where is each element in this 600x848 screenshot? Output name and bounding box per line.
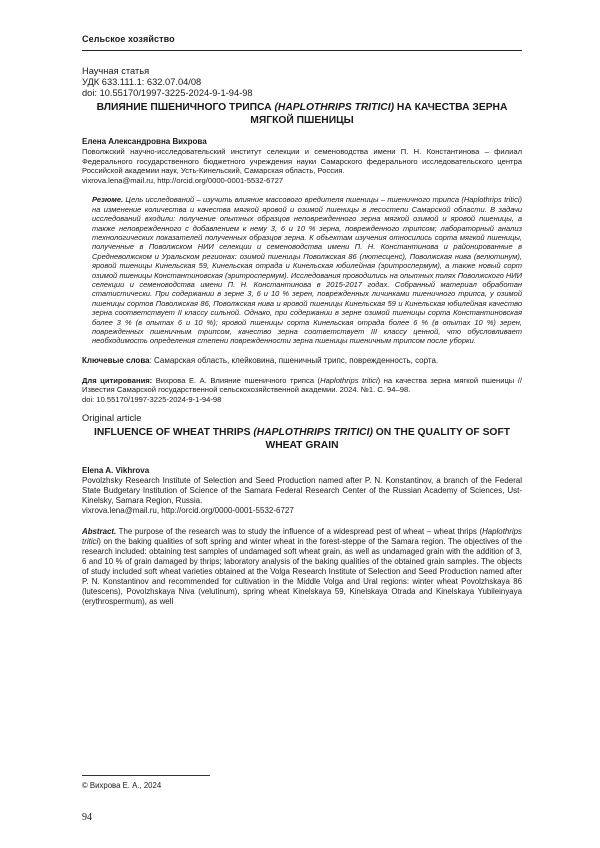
copyright-footnote: © Вихрова Е. А., 2024 (82, 781, 162, 790)
title-ru-part3: НА КАЧЕСТВА ЗЕРНА МЯГКОЙ ПШЕНИЦЫ (250, 102, 508, 126)
citation-doi: doi: 10.55170/1997-3225-2024-9-1-94-98 (82, 395, 222, 405)
abstract-ru-label: Резюме. (92, 195, 124, 205)
contact-en: vixrova.lena@mail.ru, http://orcid.org/0000-0001-5532-6727 (82, 505, 294, 515)
author-name-en: Elena A. Vikhrova (82, 465, 150, 475)
abstract-en-part1: The purpose of the research was to study the influence of a widespread pest of wheat – wheat thrips ( (116, 526, 483, 536)
article-doi: doi: 10.55170/1997-3225-2024-9-1-94-98 (82, 88, 253, 98)
citation (82, 376, 522, 405)
abstract-en-species: Haplothrips tritici (82, 526, 522, 546)
title-en-species: (HAPLOTHRIPS TRITICI) (253, 426, 373, 438)
title-ru-species: (HAPLOTHRIPS TRITICI) (274, 102, 395, 113)
section-title: Сельское хозяйство (82, 34, 175, 44)
page-number: 94 (82, 812, 92, 823)
contact-ru: vixrova.lena@mail.ru, http://orcid.org/0000-0001-5532-6727 (82, 175, 284, 185)
title-ru-part1: ВЛИЯНИЕ ПШЕНИЧНОГО ТРИПСА (96, 102, 275, 113)
footnote-divider (82, 775, 210, 776)
abstract-en-part2: ) on the baking qualities of soft spring and winter wheat in the forest-steppe of the Samara region. The objectives of the research included: obtaining test samples of undamaged soft wheat grain, as well as undamaged grain with the addition of 3, 6 and 10 % of grain damaged by thrips; laboratory analysis of the baking qualities of the obtained grain samples. The objects of study included soft wheat varieties obtained at the Volga Research Institute of Selection and Seed Production named after P. N. Konstantinov and recommended for cultivation in the Middle Volga and Ural regions: winter wheat Povolzhskaya 86 (lutescens), Povolzhskaya Niva (velutinum), spring wheat Kinelskaya 59, Kinelskaya Otrada and Kinelskaya Yubileinyaya (erythrospermum), as well (82, 536, 522, 606)
original-article-label: Original article (82, 412, 142, 423)
keywords-ru (82, 356, 522, 366)
keywords-ru-text: : Самарская область, клейковина, пшеничный трипс, поврежденность, сорта. (149, 355, 439, 365)
citation-label: Для цитирования: (82, 375, 153, 385)
article-type: Научная статья (82, 66, 150, 76)
abstract-en (82, 527, 522, 607)
title-en-part3: ON THE QUALITY OF SOFT WHEAT GRAIN (265, 426, 511, 451)
affiliation-ru: Поволжский научно-исследовательский институт селекции и семеноводства имени П. Н. Константинова – филиал Федерального государственного бюджетного учреждения науки Самарского федерального исследовательского центра Российской академии наук, Усть-Кинельский, Самарская область, Россия. (82, 147, 522, 176)
citation-part1: Вихрова Е. А. Влияние пшеничного трипса ( (152, 375, 321, 385)
udk-code: УДК 633.111.1: 632.07.04/08 (82, 77, 202, 87)
title-en-part1: INFLUENCE OF WHEAT THRIPS (93, 426, 254, 438)
keywords-ru-label: Ключевые слова (82, 355, 150, 365)
citation-species: Haplothrips tritici (320, 375, 378, 385)
citation-part2: ) на качества зерна мягкой пшеницы // Известия Самарской государственной сельскохозяйственной академии. 2024. №1. С. 94–98. (82, 375, 523, 395)
affiliation-en: Povolzhsky Research Institute of Selection and Seed Production named after P. N. Konstantinov, a branch of the Federal State Budgetary Institution of Science of the Samara Federal Research Center of the Russian Academy of Sciences, Ust-Kinelsky, Samara Region, Russia. (82, 475, 522, 505)
author-name-ru: Елена Александровна Вихрова (82, 137, 207, 146)
article-title-en (82, 426, 522, 452)
journal-section-header (82, 34, 522, 51)
abstract-en-label: Abstract. (82, 526, 117, 536)
article-page (82, 66, 522, 607)
abstract-ru (82, 195, 522, 346)
article-title-ru (82, 101, 522, 127)
abstract-ru-text: Цель исследований – изучить влияние массового вредителя пшеницы – пшеничного трипса (Haplothrips tritici) на изменение количества и качества мягкой яровой и озимой пшеницы в лесостепи Самарской области. В задачи исследований входили: получение опытных образцов неповрежденного зерна мягкой озимой и яровой пшеницы, а также неповрежденного с добавлением к нему 3, 6 и 10 % зерна, поврежденного трипсом; лабораторный анализ технологических показателей полученных образцов зерна. К объектам изучения относились сорта мягкой пшеницы, полученные в Поволжском НИИ селекции и семеноводства имени П. Н. Константинова и районированные в Средневолжском и Уральском регионах: озимой пшеницы Поволжская 86 (лютесценс), Поволжская нива (велютинум), яровой пшеницы Кинельская 59, Кинельская отрада и Кинельская юбилейная (эритроспермум), а также новый сорт озимой пшеницы Константиновская (эритроспермум). Исследования проводились на опытных полях Поволжского НИИ селекции и семеноводства имени П. Н. Константинова в 2015-2017 годах. Собранный материал обработан статистически. При содержании в зерне 3, 6 и 10 % зерен, поврежденных личинками пшеничного трипса, у озимой пшеницы сортов Поволжская 86, Поволжская нива и яровой пшеницы Кинельская 59 и Кинельская юбилейная качество зерна соответствует II классу сильной. Однако, при содержании в зерне озимой пшеницы сорта Константиновская более 3 % (в опытах 6 и 10 %); яровой пшеницы сорта Кинельская отрада более 6 % (в опытах 10 %) зерен, поврежденных пшеничным трипсом, качество зерна соответствует III классу ценной, что обусловливает необходимость определения степени поврежденности зерна пшеницы пшеничным трипсом после уборки. (92, 195, 522, 346)
